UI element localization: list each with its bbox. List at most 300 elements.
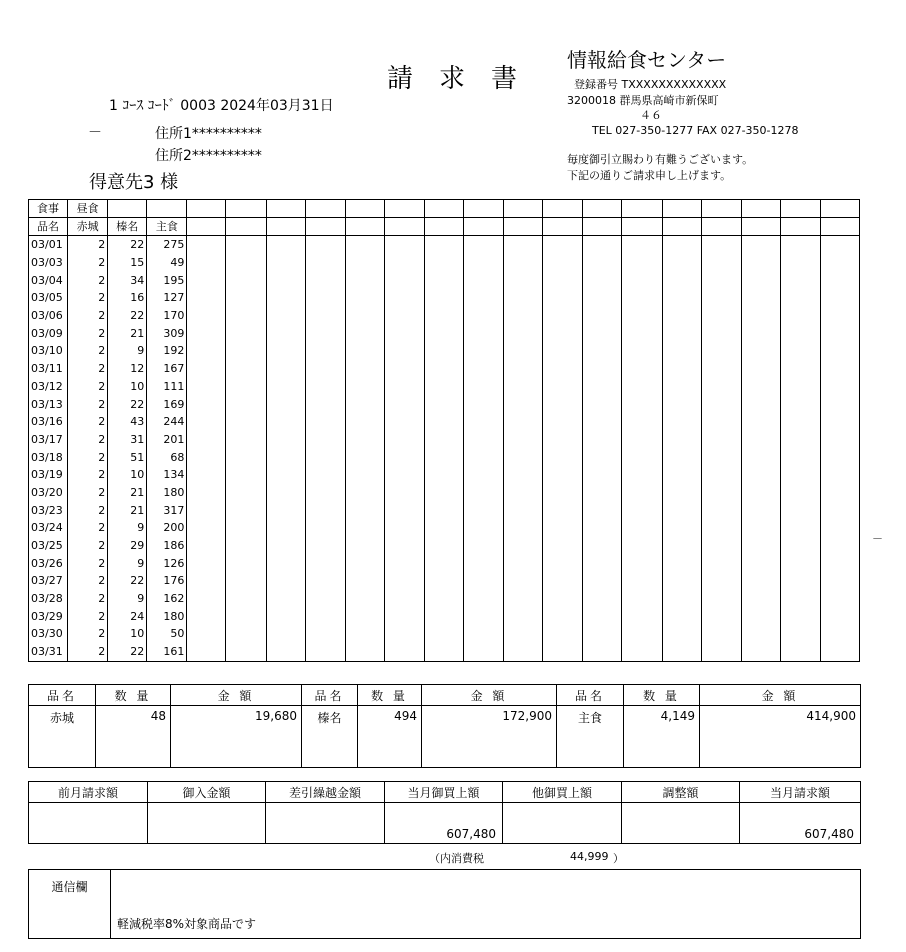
empty-cell [266,537,305,555]
empty-cell [504,413,543,431]
table-row [29,537,860,555]
empty-cell [701,236,741,254]
staple-qty: 126 [147,554,187,572]
row-date: 03/17 [29,431,68,449]
empty-cell [187,501,226,519]
empty-cell [583,413,622,431]
empty-cell [384,395,424,413]
summary-header: 品名 [29,685,96,706]
empty-cell [226,254,266,272]
haruna-qty: 9 [108,519,147,537]
empty-cell [464,448,504,466]
akagi-qty: 2 [68,342,108,360]
empty-cell [701,448,741,466]
empty-cell [583,484,622,502]
staple-qty: 170 [147,307,187,325]
empty-cell [622,554,662,572]
empty-cell [384,590,424,608]
course-date-line: 1 ｺｰｽ ｺｰﾄﾞ 0003 2024年03月31日 [109,98,334,114]
empty-cell [780,625,820,643]
empty-cell [583,466,622,484]
empty-cell [622,484,662,502]
empty-cell [424,537,463,555]
carried-balance [266,803,385,844]
item-label: 品名 [29,218,68,236]
empty-cell [662,448,701,466]
akagi-qty: 2 [68,360,108,378]
empty-cell [780,501,820,519]
empty-cell [504,519,543,537]
empty-cell [780,289,820,307]
empty-cell [384,360,424,378]
empty-cell [384,537,424,555]
empty-cell [820,254,859,272]
empty-cell [464,395,504,413]
greeting-line-2: 下記の通りご請求申し上げます。 [567,169,732,182]
empty-cell [583,289,622,307]
summary-header: 品名 [302,685,358,706]
empty-cell [780,572,820,590]
empty-cell [384,572,424,590]
empty-cell [741,360,780,378]
haruna-qty: 21 [108,324,147,342]
empty-cell [226,501,266,519]
empty-cell [384,271,424,289]
payment-received [148,803,266,844]
empty-cell [187,395,226,413]
empty-cell [662,519,701,537]
empty-cell [464,537,504,555]
empty-cell [622,643,662,661]
tax-label: （内消費税 [429,852,484,865]
empty-cell [583,554,622,572]
empty-cell [820,643,859,661]
billing-value-row [29,803,861,844]
akagi-qty: 2 [68,271,108,289]
empty-cell [504,484,543,502]
empty-cell [464,307,504,325]
empty-cell [187,484,226,502]
haruna-qty: 12 [108,360,147,378]
company-postal-address: 3200018 群馬県高崎市新保町 [567,94,719,107]
empty-cell [583,342,622,360]
invoice-title: 請求書 [387,64,544,94]
empty-cell [662,625,701,643]
empty-cell [701,590,741,608]
empty-cell [305,590,345,608]
empty-cell [780,413,820,431]
adjustment [622,803,740,844]
empty-cell [187,342,226,360]
empty-cell [820,625,859,643]
empty-cell [504,395,543,413]
empty-cell [226,413,266,431]
akagi-qty: 2 [68,466,108,484]
empty-cell [226,307,266,325]
empty-cell [741,554,780,572]
empty-cell [820,537,859,555]
empty-cell [583,625,622,643]
empty-cell [741,324,780,342]
empty-cell [424,448,463,466]
empty-cell [543,484,583,502]
empty-cell [780,395,820,413]
empty-cell [226,519,266,537]
empty-cell [741,448,780,466]
empty-cell [424,572,463,590]
empty-cell [226,590,266,608]
empty-cell [741,625,780,643]
empty-cell [226,395,266,413]
current-purchases: 607,480 [385,803,503,844]
haruna-qty: 22 [108,643,147,661]
row-date: 03/09 [29,324,68,342]
empty-cell [543,271,583,289]
table-row [29,501,860,519]
empty-cell [820,360,859,378]
empty-cell [187,590,226,608]
empty-cell [384,307,424,325]
haruna-qty: 22 [108,307,147,325]
empty-cell [305,360,345,378]
empty-cell [424,431,463,449]
empty-cell [622,254,662,272]
empty-cell [543,554,583,572]
staple-qty: 134 [147,466,187,484]
row-date: 03/04 [29,271,68,289]
empty-cell [266,395,305,413]
empty-cell [305,431,345,449]
empty-cell [741,395,780,413]
empty-cell [384,554,424,572]
table-row [29,625,860,643]
empty-cell [266,448,305,466]
empty-cell [662,254,701,272]
meal-value: 昼食 [68,200,108,218]
staple-qty: 180 [147,607,187,625]
haruna-qty: 10 [108,625,147,643]
empty-cell [345,572,384,590]
empty-cell [464,607,504,625]
empty-cell [464,554,504,572]
akagi-qty: 2 [68,643,108,661]
row-date: 03/16 [29,413,68,431]
empty-cell [424,519,463,537]
haruna-qty: 31 [108,431,147,449]
empty-cell [543,413,583,431]
akagi-qty: 2 [68,254,108,272]
empty-cell [662,643,701,661]
empty-cell [504,643,543,661]
empty-cell [662,501,701,519]
row-date: 03/31 [29,643,68,661]
row-date: 03/27 [29,572,68,590]
empty-cell [780,554,820,572]
akagi-qty: 2 [68,590,108,608]
empty-cell [543,572,583,590]
empty-cell [464,289,504,307]
empty-cell [741,271,780,289]
empty-cell [622,448,662,466]
row-date: 03/24 [29,519,68,537]
empty-cell [305,484,345,502]
empty-cell [464,254,504,272]
empty-cell [741,572,780,590]
empty-cell [305,413,345,431]
staple-qty: 176 [147,572,187,590]
empty-cell [504,360,543,378]
summary-amount: 172,900 [422,706,557,768]
empty-cell [543,342,583,360]
table-row [29,289,860,307]
haruna-qty: 15 [108,254,147,272]
empty-cell [424,466,463,484]
empty-cell [701,395,741,413]
empty-cell [424,271,463,289]
item-header-row [29,218,860,236]
empty-cell [622,236,662,254]
empty-cell [345,378,384,396]
margin-mark: － [872,532,883,545]
empty-cell [384,413,424,431]
empty-cell [780,360,820,378]
table-row [29,643,860,661]
empty-cell [464,572,504,590]
empty-cell [424,643,463,661]
empty-cell [741,378,780,396]
empty-cell [305,342,345,360]
empty-cell [820,289,859,307]
empty-cell [662,378,701,396]
table-row [29,448,860,466]
summary-header: 品名 [557,685,624,706]
staple-qty: 169 [147,395,187,413]
notes-box [28,869,861,939]
summary-amount: 19,680 [171,706,302,768]
empty-cell [504,236,543,254]
empty-cell [345,271,384,289]
empty-cell [345,342,384,360]
table-row [29,519,860,537]
empty-cell [622,271,662,289]
empty-cell [187,643,226,661]
empty-cell [741,342,780,360]
empty-cell [543,590,583,608]
empty-cell [266,236,305,254]
empty-cell [226,643,266,661]
empty-cell [226,572,266,590]
staple-qty: 167 [147,360,187,378]
empty-cell [226,324,266,342]
empty-cell [384,519,424,537]
empty-cell [187,554,226,572]
empty-cell [266,554,305,572]
empty-cell [384,643,424,661]
empty-cell [384,289,424,307]
staple-qty: 180 [147,484,187,502]
haruna-qty: 9 [108,342,147,360]
empty-cell [583,572,622,590]
table-row [29,607,860,625]
empty-cell [741,466,780,484]
empty-cell [187,537,226,555]
empty-cell [820,519,859,537]
empty-cell [741,519,780,537]
empty-cell [504,590,543,608]
empty-cell [504,466,543,484]
meal-row [29,200,860,218]
empty-cell [622,537,662,555]
empty-cell [622,413,662,431]
row-date: 03/10 [29,342,68,360]
notes-label: 通信欄 [29,870,111,939]
staple-qty: 49 [147,254,187,272]
table-row [29,236,860,254]
empty-cell [464,236,504,254]
empty-cell [504,554,543,572]
empty-cell [662,572,701,590]
empty-cell [820,501,859,519]
empty-cell [504,289,543,307]
empty-cell [464,413,504,431]
empty-cell [820,271,859,289]
empty-cell [187,413,226,431]
staple-qty: 50 [147,625,187,643]
empty-cell [266,271,305,289]
empty-cell [662,395,701,413]
empty-cell [504,431,543,449]
empty-cell [543,254,583,272]
empty-cell [583,519,622,537]
current-billing-amount: 607,480 [740,803,861,844]
table-row [29,254,860,272]
empty-cell [266,342,305,360]
empty-cell [662,537,701,555]
empty-cell [226,484,266,502]
akagi-qty: 2 [68,537,108,555]
empty-cell [226,289,266,307]
empty-cell [187,519,226,537]
akagi-qty: 2 [68,554,108,572]
summary-header: 数 量 [358,685,422,706]
empty-cell [820,342,859,360]
empty-cell [345,413,384,431]
billing-header: 当月御買上額 [385,782,503,803]
empty-cell [543,519,583,537]
haruna-qty: 16 [108,289,147,307]
empty-cell [266,590,305,608]
empty-cell [345,395,384,413]
empty-cell [345,289,384,307]
empty-cell [424,484,463,502]
empty-cell [622,607,662,625]
empty-cell [701,607,741,625]
empty-cell [820,484,859,502]
empty-cell [504,625,543,643]
empty-cell [384,607,424,625]
empty-cell [266,289,305,307]
row-date: 03/01 [29,236,68,254]
table-row [29,431,860,449]
empty-cell [464,271,504,289]
empty-cell [543,289,583,307]
empty-cell [820,307,859,325]
empty-cell [820,554,859,572]
haruna-qty: 22 [108,572,147,590]
empty-cell [424,254,463,272]
empty-cell [226,466,266,484]
empty-cell [820,431,859,449]
summary-value-row [29,706,861,768]
empty-cell [305,254,345,272]
empty-cell [345,324,384,342]
empty-cell [622,625,662,643]
empty-cell [345,466,384,484]
empty-cell [662,236,701,254]
empty-cell [780,643,820,661]
akagi-qty: 2 [68,307,108,325]
empty-cell [662,342,701,360]
table-row [29,466,860,484]
empty-cell [504,572,543,590]
empty-cell [543,324,583,342]
empty-cell [622,501,662,519]
table-row [29,572,860,590]
billing-header: 前月請求額 [29,782,148,803]
empty-cell [464,519,504,537]
empty-cell [345,236,384,254]
empty-cell [305,501,345,519]
empty-cell [701,625,741,643]
empty-cell [345,625,384,643]
billing-header: 当月請求額 [740,782,861,803]
customer-dash: － [88,125,102,141]
customer-address-1: 住所1********** [155,126,262,142]
staple-qty: 200 [147,519,187,537]
customer-address-2: 住所2********** [155,148,262,164]
empty-cell [622,519,662,537]
empty-cell [583,360,622,378]
table-row [29,484,860,502]
empty-cell [701,466,741,484]
empty-cell [305,607,345,625]
empty-cell [662,289,701,307]
empty-cell [780,342,820,360]
billing-header: 差引繰越金額 [266,782,385,803]
empty-cell [187,236,226,254]
empty-cell [504,537,543,555]
empty-cell [583,607,622,625]
empty-cell [820,590,859,608]
empty-cell [305,395,345,413]
empty-cell [662,271,701,289]
empty-cell [424,360,463,378]
empty-cell [266,466,305,484]
table-row [29,395,860,413]
empty-cell [662,607,701,625]
empty-cell [780,236,820,254]
empty-cell [187,448,226,466]
empty-cell [543,501,583,519]
summary-header: 金 額 [422,685,557,706]
empty-cell [701,519,741,537]
summary-header: 金 額 [700,685,861,706]
summary-quantity: 4,149 [624,706,700,768]
empty-cell [384,431,424,449]
tax-value: 44,999 [570,850,609,863]
row-date: 03/26 [29,554,68,572]
tax-close: ） [613,852,624,865]
